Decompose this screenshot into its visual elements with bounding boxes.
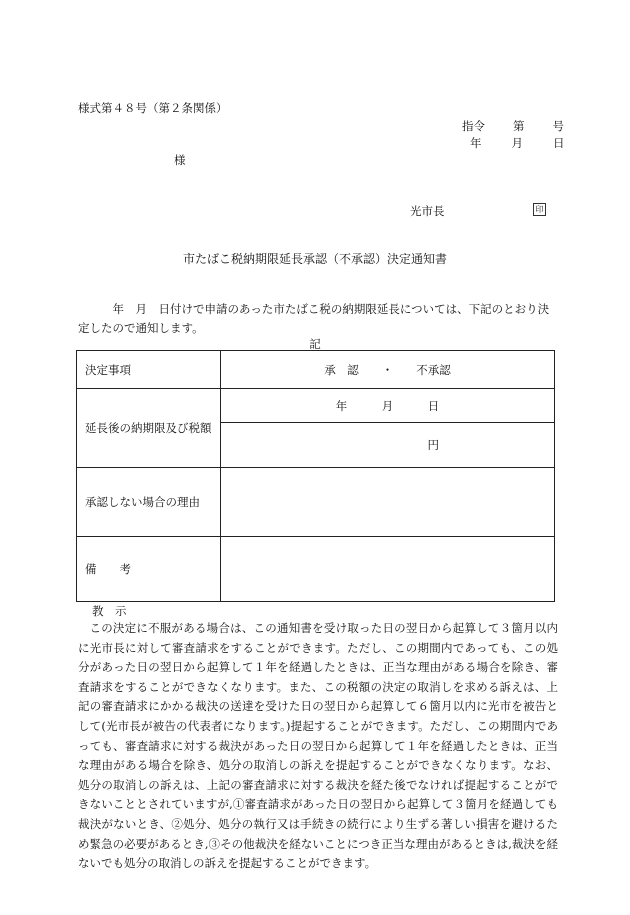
label-remarks: 備 考 [77,537,221,602]
doc-number-go: 号 [552,119,564,133]
doc-number-dai: 第 [513,119,525,133]
value-decision: 承 認 ・ 不承認 [221,351,555,389]
date-month: 月 [511,136,523,150]
seal-mark: 印 [533,203,546,216]
table-row-decision [77,351,555,389]
value-amount-yen: 円 [221,423,555,468]
value-reason [221,468,555,537]
label-decision: 決定事項 [77,351,221,389]
form-number: 様式第４８号（第２条関係） [78,101,228,115]
label-reason: 承認しない場合の理由 [77,468,221,537]
date-year: 年 [470,136,482,150]
document-title: 市たばこ税納期限延長承認（不承認）決定通知書 [182,252,447,266]
kyoji-heading: 教 示 [92,604,127,618]
value-deadline-date: 年 月 日 [221,389,555,423]
table-row-reason [77,468,555,537]
table-row-remarks [77,537,555,602]
lead-paragraph: 年 月 日付けで申請のあった市たばこ税の納期限延長については、下記のとおり決定したので通知します。 [78,302,550,335]
value-remarks [221,537,555,602]
table-row-deadline [77,389,555,423]
addressee-sama: 様 [174,153,186,167]
ki-mark: 記 [309,337,321,351]
kyoji-body: この決定に不服がある場合は、この通知書を受け取った日の翌日から起算して３箇月以内に光市長に対して審査請求をすることができます。ただし、この期間内であっても、この処分があった日の翌日から起算して１年を経過したときは、正当な理由がある場合を除き、審査請求をすることができなくなります。また、この税額の決定の取消しを求める訴えは、上記の審査請求にかかる裁決の送達を受けた日の翌日から起算して６箇月以内に光市を被告として(光市長が被告の代表者になります。)提起することができます。ただし、この期間内であっても、審査請求に対する裁決があった日の翌日から起算して１年を経過したときは、正当な理由がある場合を除き、処分の取消しの訴えを提起することができなくなります。なお、処分の取消しの訴えは、上記の審査請求に対する裁決を経た後でなければ提起することができないこととされていますが,①審査請求があった日の翌日から起算して３箇月を経過しても裁決がないとき、②処分、処分の執行又は手続きの続行により生ずる著しい損害を避けるため緊急の必要があるとき,③その他裁決を経ないことにつき正当な理由があるときは,裁決を経ないでも処分の取消しの訴えを提起することができます。 [78,621,558,871]
document-number [462,118,564,134]
issue-date [470,135,565,151]
doc-number-prefix: 指令 [462,119,485,133]
date-day: 日 [553,136,565,150]
label-deadline-amount: 延長後の納期限及び税額 [77,389,221,468]
decision-table [76,350,555,602]
issuer-name: 光市長 [410,204,445,218]
